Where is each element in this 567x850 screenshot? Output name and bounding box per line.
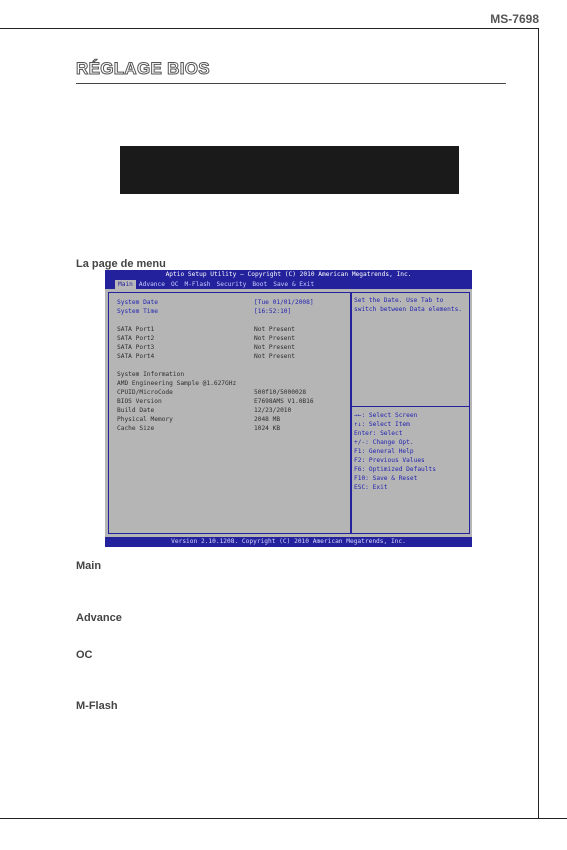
bios-row-build-date: Build Date 12/23/2010 <box>117 407 292 414</box>
bios-key-7: F6: Optimized Defaults <box>354 466 436 473</box>
right-rule <box>538 28 539 818</box>
bios-key-1: →←: Select Screen <box>354 412 418 419</box>
bottom-rule <box>0 818 567 819</box>
bios-tab-save-exit[interactable]: Save & Exit <box>273 281 315 288</box>
bios-footer: Version 2.10.1208. Copyright (C) 2010 American Megatrends, Inc. <box>171 538 406 545</box>
bios-row-system-date[interactable]: System Date [Tue 01/01/2008] <box>117 299 314 306</box>
section-mflash-heading: M-Flash <box>76 700 118 712</box>
section-oc-heading: OC <box>76 649 93 661</box>
bios-row-sata3: SATA Port3 Not Present <box>117 344 295 351</box>
bios-help-line-1: Set the Date. Use Tab to <box>354 297 444 304</box>
bios-header: Aptio Setup Utility – Copyright (C) 2010 American Megatrends, Inc. <box>165 271 412 278</box>
bios-help-line-2: switch between Data elements. <box>354 306 463 313</box>
bios-tab-oc[interactable]: OC <box>170 281 179 288</box>
bios-key-6: F2: Previous Values <box>354 457 425 464</box>
section-advance-heading: Advance <box>76 612 122 624</box>
bios-tab-bar <box>115 280 317 289</box>
bios-key-5: F1: General Help <box>354 448 414 455</box>
bios-key-2: ↑↓: Select Item <box>354 421 410 428</box>
bios-tab-boot[interactable]: Boot <box>252 281 268 288</box>
bios-tab-main[interactable]: Main <box>115 280 136 289</box>
top-rule <box>0 28 538 29</box>
bios-row-sata4: SATA Port4 Not Present <box>117 353 295 360</box>
bios-row-sata1: SATA Port1 Not Present <box>117 326 295 333</box>
bios-settings-panel <box>108 292 351 534</box>
bios-help-divider <box>352 406 469 407</box>
bios-row-sata2: SATA Port2 Not Present <box>117 335 295 342</box>
bios-row-cpu: AMD Engineering Sample @1.627GHz <box>117 380 237 387</box>
bios-key-3: Enter: Select <box>354 430 403 437</box>
bios-row-system-info: System Information <box>117 371 185 378</box>
bios-row-memory: Physical Memory 2048 MB <box>117 416 281 423</box>
bios-row-cpuid: CPUID/MicroCode 500f10/5000028 <box>117 389 307 396</box>
bios-tab-advance[interactable]: Advance <box>138 281 165 288</box>
bios-tab-mflash[interactable]: M-Flash <box>184 281 211 288</box>
model-number: MS-7698 <box>490 12 539 26</box>
bios-key-8: F10: Save & Reset <box>354 475 418 482</box>
bios-row-bios-version: BIOS Version E7698AMS V1.0B16 <box>117 398 314 405</box>
bios-screenshot <box>105 270 472 547</box>
bios-body <box>105 289 472 537</box>
title-underline <box>76 83 506 84</box>
redacted-block <box>120 146 459 194</box>
bios-row-system-time[interactable]: System Time [16:52:10] <box>117 308 292 315</box>
page-title: RÉGLAGE BIOS <box>76 59 210 78</box>
section-main-heading: Main <box>76 560 102 572</box>
bios-key-9: ESC: Exit <box>354 484 388 491</box>
bios-tab-security[interactable]: Security <box>216 281 247 288</box>
bios-key-4: +/-: Change Opt. <box>354 439 414 446</box>
bios-help-panel <box>351 292 470 534</box>
bios-row-cache: Cache Size 1024 KB <box>117 425 281 432</box>
section-menu-heading: La page de menu <box>76 258 166 270</box>
